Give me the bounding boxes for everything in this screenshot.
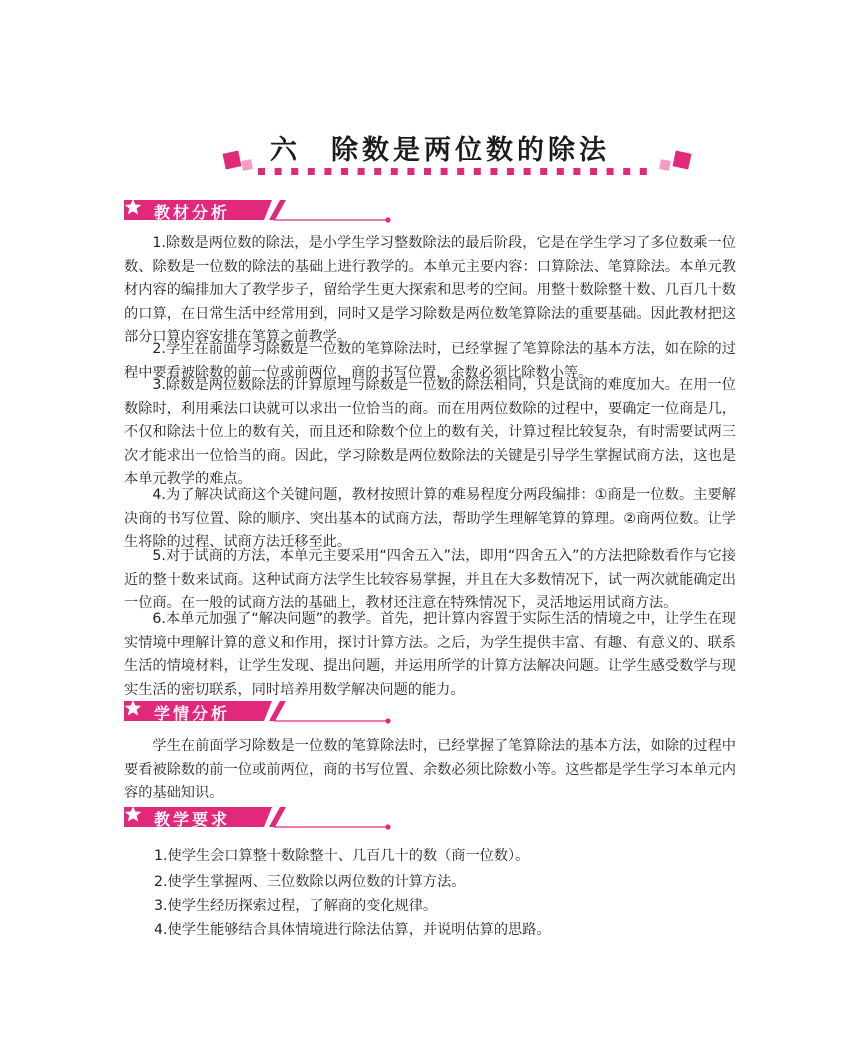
decoration-dot bbox=[275, 168, 282, 175]
paragraph: 3.除数是两位数除法的计算原理与除数是一位数的除法相同，只是试商的难度加大。在用一位数除时，利用乘法口诀就可以求出一位恰当的商。而在用两位数除的过程中，要确定一位商是几，不仅和除法十位上的数有关，而且还和除数个位上的数有关，计算过程比较复杂，有时需要试两三次才能求出一位恰当的商。因此，学习除数是两位数除法的关键是引导学生掌握试商方法，这也是本单元教学的难点。 bbox=[124, 377, 736, 488]
decoration-dot bbox=[474, 168, 481, 175]
star-icon bbox=[124, 805, 142, 823]
list-item: 4.使学生能够结合具体情境进行除法估算，并说明估算的思路。 bbox=[154, 922, 551, 938]
decoration-dot bbox=[341, 168, 348, 175]
paragraph: 2.学生在前面学习除数是一位数的笔算除法时，已经掌握了笔算除法的基本方法，如在除的过程中要看被除数的前一位或前两位，商的书写位置，余数必须比除数小等。 bbox=[124, 341, 736, 381]
decoration-dot bbox=[407, 168, 414, 175]
section-heading: 教材分析 bbox=[154, 203, 231, 222]
title-decoration bbox=[222, 148, 692, 182]
decoration-dot bbox=[557, 168, 564, 175]
chapter-number: 六 bbox=[270, 135, 301, 166]
decoration-dot bbox=[391, 168, 398, 175]
decoration-dot bbox=[324, 168, 331, 175]
star-icon bbox=[124, 699, 142, 717]
decoration-dot bbox=[623, 168, 630, 175]
paragraph: 4.为了解决试商这个关键问题，教材按照计算的难易程度分两段编排：①商是一位数。主要解决商的书写位置、除的顺序、突出基本的试商方法，帮助学生理解笔算的算理。②商两位数。让学生将除的过程、试商方法迁移至此。 bbox=[124, 487, 736, 551]
paragraph: 6.本单元加强了“解决问题”的教学。首先，把计算内容置于实际生活的情境之中，让学生在现实情境中理解计算的意义和作用，探讨计算方法。之后，为学生提供丰富、有趣、有意义的、联系生活的情境材料，让学生发现、提出问题，并运用所学的计算方法解决问题。让学生感受数学与现实生活的密切联系，同时培养用数学解决问题的能力。 bbox=[124, 611, 736, 698]
chapter-title: 除数是两位数的除法 bbox=[331, 135, 610, 166]
decoration-dot bbox=[424, 168, 431, 175]
decoration-dot bbox=[607, 168, 614, 175]
decoration-dot bbox=[358, 168, 365, 175]
list-item: 1.使学生会口算整十数除整十、几百几十的数（商一位数）。 bbox=[154, 848, 530, 864]
decoration-dot bbox=[374, 168, 381, 175]
section-header-student-analysis bbox=[124, 699, 394, 725]
section-heading: 学情分析 bbox=[154, 704, 231, 723]
decoration-dot bbox=[490, 168, 497, 175]
paragraph: 学生在前面学习除数是一位数的笔算除法时，已经掌握了笔算除法的基本方法，如除的过程中要看被除数的前一位或前两位，商的书写位置、余数必须比除数小等。这些都是学生学习本单元内容的基础知识。 bbox=[124, 738, 736, 802]
list-item: 2.使学生掌握两、三位数除以两位数的计算方法。 bbox=[154, 874, 466, 890]
decoration-dot bbox=[457, 168, 464, 175]
decoration-dot bbox=[308, 168, 315, 175]
list-item: 3.使学生经历探索过程，了解商的变化规律。 bbox=[154, 898, 438, 914]
section-header-teaching-requirements bbox=[124, 805, 394, 831]
paragraph: 5.对于试商的方法，本单元主要采用“四舍五入”法，即用“四舍五入”的方法把除数看作与它接近的整十数来试商。这种试商方法学生比较容易掌握，并且在大多数情况下，试一两次就能确定出一位商。在一般的试商方法的基础上，教材还注意在特殊情况下，灵活地运用试商方法。 bbox=[124, 548, 736, 612]
decoration-dot bbox=[524, 168, 531, 175]
decoration-dot bbox=[640, 168, 647, 175]
paragraph: 1.除数是两位数的除法，是小学生学习整数除法的最后阶段，它是在学生学习了多位数乘一位数、除数是一位数的除法的基础上进行教学的。本单元主要内容：口算除法、笔算除法。本单元教材内容的编排加大了教学步子，留给学生更大探索和思考的空间。用整十数除整十数、几百几十数的口算，在日常生活中经常用到，同时又是学习除数是两位数笔算除法的重要基础。因此教材把这部分口算内容安排在笔算之前教学。 bbox=[124, 235, 736, 346]
decoration-dot bbox=[291, 168, 298, 175]
star-icon bbox=[124, 198, 142, 216]
section-header-textbook-analysis bbox=[124, 198, 394, 224]
decoration-dot bbox=[258, 168, 265, 175]
decoration-dot bbox=[573, 168, 580, 175]
decoration-dot bbox=[590, 168, 597, 175]
decoration-dot bbox=[507, 168, 514, 175]
decoration-dot bbox=[441, 168, 448, 175]
decoration-dot bbox=[540, 168, 547, 175]
section-heading: 教学要求 bbox=[154, 810, 231, 829]
